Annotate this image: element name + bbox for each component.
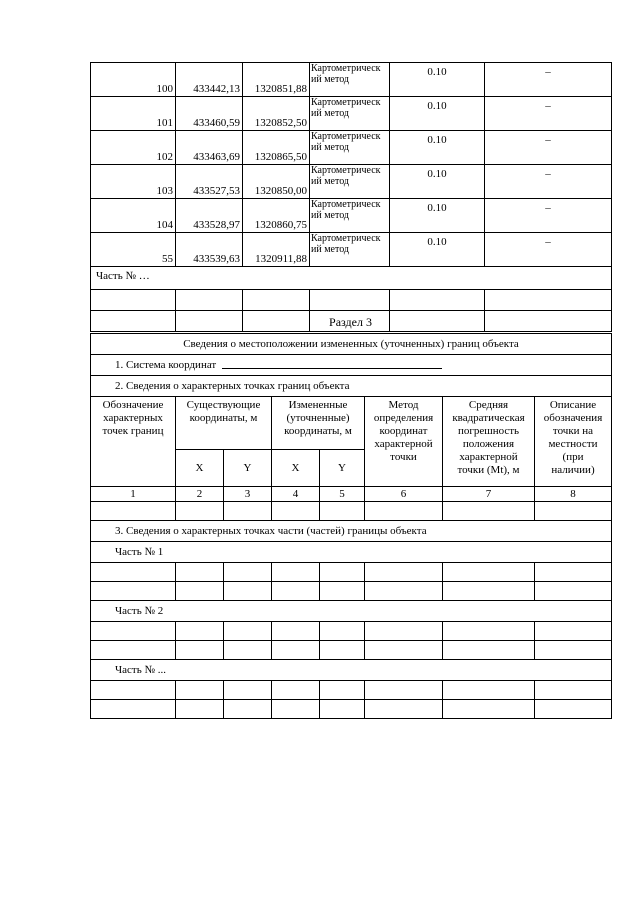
header-line: положения [462, 438, 515, 450]
point-description: – [485, 97, 612, 131]
empty-row [91, 563, 612, 582]
point-y: 1320851,88 [243, 63, 310, 97]
header-line: определения [373, 412, 434, 424]
point-number: 102 [91, 131, 176, 165]
header-x-changed: X [272, 450, 320, 487]
point-description: – [485, 165, 612, 199]
parts-label: 3. Сведения о характерных точках части (частей) границы объекта [91, 521, 612, 542]
point-method [310, 63, 390, 97]
column-number: 8 [535, 487, 612, 502]
point-error: 0.10 [390, 63, 485, 97]
header-method [365, 397, 443, 487]
column-number: 4 [272, 487, 320, 502]
point-y: 1320852,50 [243, 97, 310, 131]
header-line: характерной [459, 451, 518, 463]
method-line-1: Картометрическ [311, 165, 381, 176]
header-point-designation [91, 397, 176, 487]
coordinate-system-blank [222, 356, 442, 369]
method-line-2: ий метод [311, 74, 350, 85]
empty-row [91, 681, 612, 700]
header-changed-coords [272, 397, 365, 450]
header-line: точки [390, 451, 417, 463]
part-3-label: Часть № ... [91, 660, 612, 681]
point-error: 0.10 [390, 97, 485, 131]
method-line-1: Картометрическ [311, 233, 381, 244]
header-line: Метод [388, 399, 419, 411]
char-points-label: 2. Сведения о характерных точках границ объекта [91, 376, 612, 397]
header-line: Обозначение [102, 399, 164, 411]
point-method [310, 233, 390, 267]
point-description: – [485, 233, 612, 267]
point-description: – [485, 63, 612, 97]
header-existing-coords [176, 397, 272, 450]
header-line: Описание [549, 399, 597, 411]
column-number: 5 [320, 487, 365, 502]
empty-row [91, 290, 612, 311]
coordinate-row [91, 131, 612, 165]
method-line-1: Картометрическ [311, 199, 381, 210]
point-number: 101 [91, 97, 176, 131]
point-number: 103 [91, 165, 176, 199]
header-line: Средняя [468, 399, 509, 411]
header-line: точки (Mt), м [457, 464, 520, 476]
point-x: 433528,97 [176, 199, 243, 233]
part-label: Часть № … [91, 267, 612, 290]
column-number: 3 [224, 487, 272, 502]
header-line: местности [548, 438, 598, 450]
point-number: 55 [91, 233, 176, 267]
point-error: 0.10 [390, 165, 485, 199]
header-line: точек границ [102, 425, 164, 437]
point-method [310, 199, 390, 233]
empty-row [91, 622, 612, 641]
section-3-title: Сведения о местоположении измененных (уточненных) границ объекта [91, 334, 612, 355]
empty-row [91, 700, 612, 719]
part-1-label: Часть № 1 [91, 542, 612, 563]
header-line: Измененные [288, 399, 348, 411]
part-2-label: Часть № 2 [91, 601, 612, 622]
header-line: характерной [374, 438, 433, 450]
method-line-2: ий метод [311, 108, 350, 119]
column-numbers-row [91, 487, 612, 502]
method-line-1: Картометрическ [311, 63, 381, 74]
coordinate-system-label: 1. Система координат [115, 358, 217, 371]
method-line-1: Картометрическ [311, 97, 381, 108]
empty-row [91, 502, 612, 521]
header-line: квадратическая [452, 412, 525, 424]
point-x: 433539,63 [176, 233, 243, 267]
method-line-2: ий метод [311, 210, 350, 221]
point-method [310, 165, 390, 199]
point-x: 433527,53 [176, 165, 243, 199]
point-y: 1320850,00 [243, 165, 310, 199]
empty-row [91, 641, 612, 660]
column-number: 6 [365, 487, 443, 502]
point-y: 1320911,88 [243, 233, 310, 267]
header-line: (при [562, 451, 584, 463]
header-line: обозначения [543, 412, 603, 424]
header-line: координаты, м [284, 425, 352, 437]
header-y-changed: Y [320, 450, 365, 487]
header-line: Существующие [186, 399, 261, 411]
point-description: – [485, 199, 612, 233]
point-x: 433460,59 [176, 97, 243, 131]
coordinate-row [91, 165, 612, 199]
method-line-2: ий метод [311, 244, 350, 255]
method-line-2: ий метод [311, 142, 350, 153]
header-line: координаты, м [189, 412, 258, 424]
point-error: 0.10 [390, 199, 485, 233]
header-line: координат [379, 425, 428, 437]
point-number: 100 [91, 63, 176, 97]
section-3-table [90, 333, 612, 719]
header-x-existing: X [176, 450, 224, 487]
coordinate-system-row [91, 355, 612, 376]
header-line: (уточненные) [286, 412, 350, 424]
header-line: наличии) [551, 464, 595, 476]
point-error: 0.10 [390, 131, 485, 165]
column-number: 1 [91, 487, 176, 502]
column-number: 7 [443, 487, 535, 502]
header-line: характерных [103, 412, 163, 424]
point-y: 1320860,75 [243, 199, 310, 233]
header-mean-error [443, 397, 535, 487]
header-line: точки на [552, 425, 594, 437]
coordinate-row [91, 233, 612, 267]
method-line-1: Картометрическ [311, 131, 381, 142]
point-method [310, 97, 390, 131]
header-line: погрешность [457, 425, 520, 437]
coordinate-row [91, 97, 612, 131]
point-description: – [485, 131, 612, 165]
empty-row [91, 582, 612, 601]
section-3-heading: Раздел 3 [329, 315, 372, 329]
coordinates-table-continued [90, 62, 612, 332]
coordinate-row [91, 199, 612, 233]
column-number: 2 [176, 487, 224, 502]
point-method [310, 131, 390, 165]
point-x: 433442,13 [176, 63, 243, 97]
point-number: 104 [91, 199, 176, 233]
point-x: 433463,69 [176, 131, 243, 165]
point-error: 0.10 [390, 233, 485, 267]
header-y-existing: Y [224, 450, 272, 487]
method-line-2: ий метод [311, 176, 350, 187]
coordinate-row [91, 63, 612, 97]
header-description [535, 397, 612, 487]
point-y: 1320865,50 [243, 131, 310, 165]
